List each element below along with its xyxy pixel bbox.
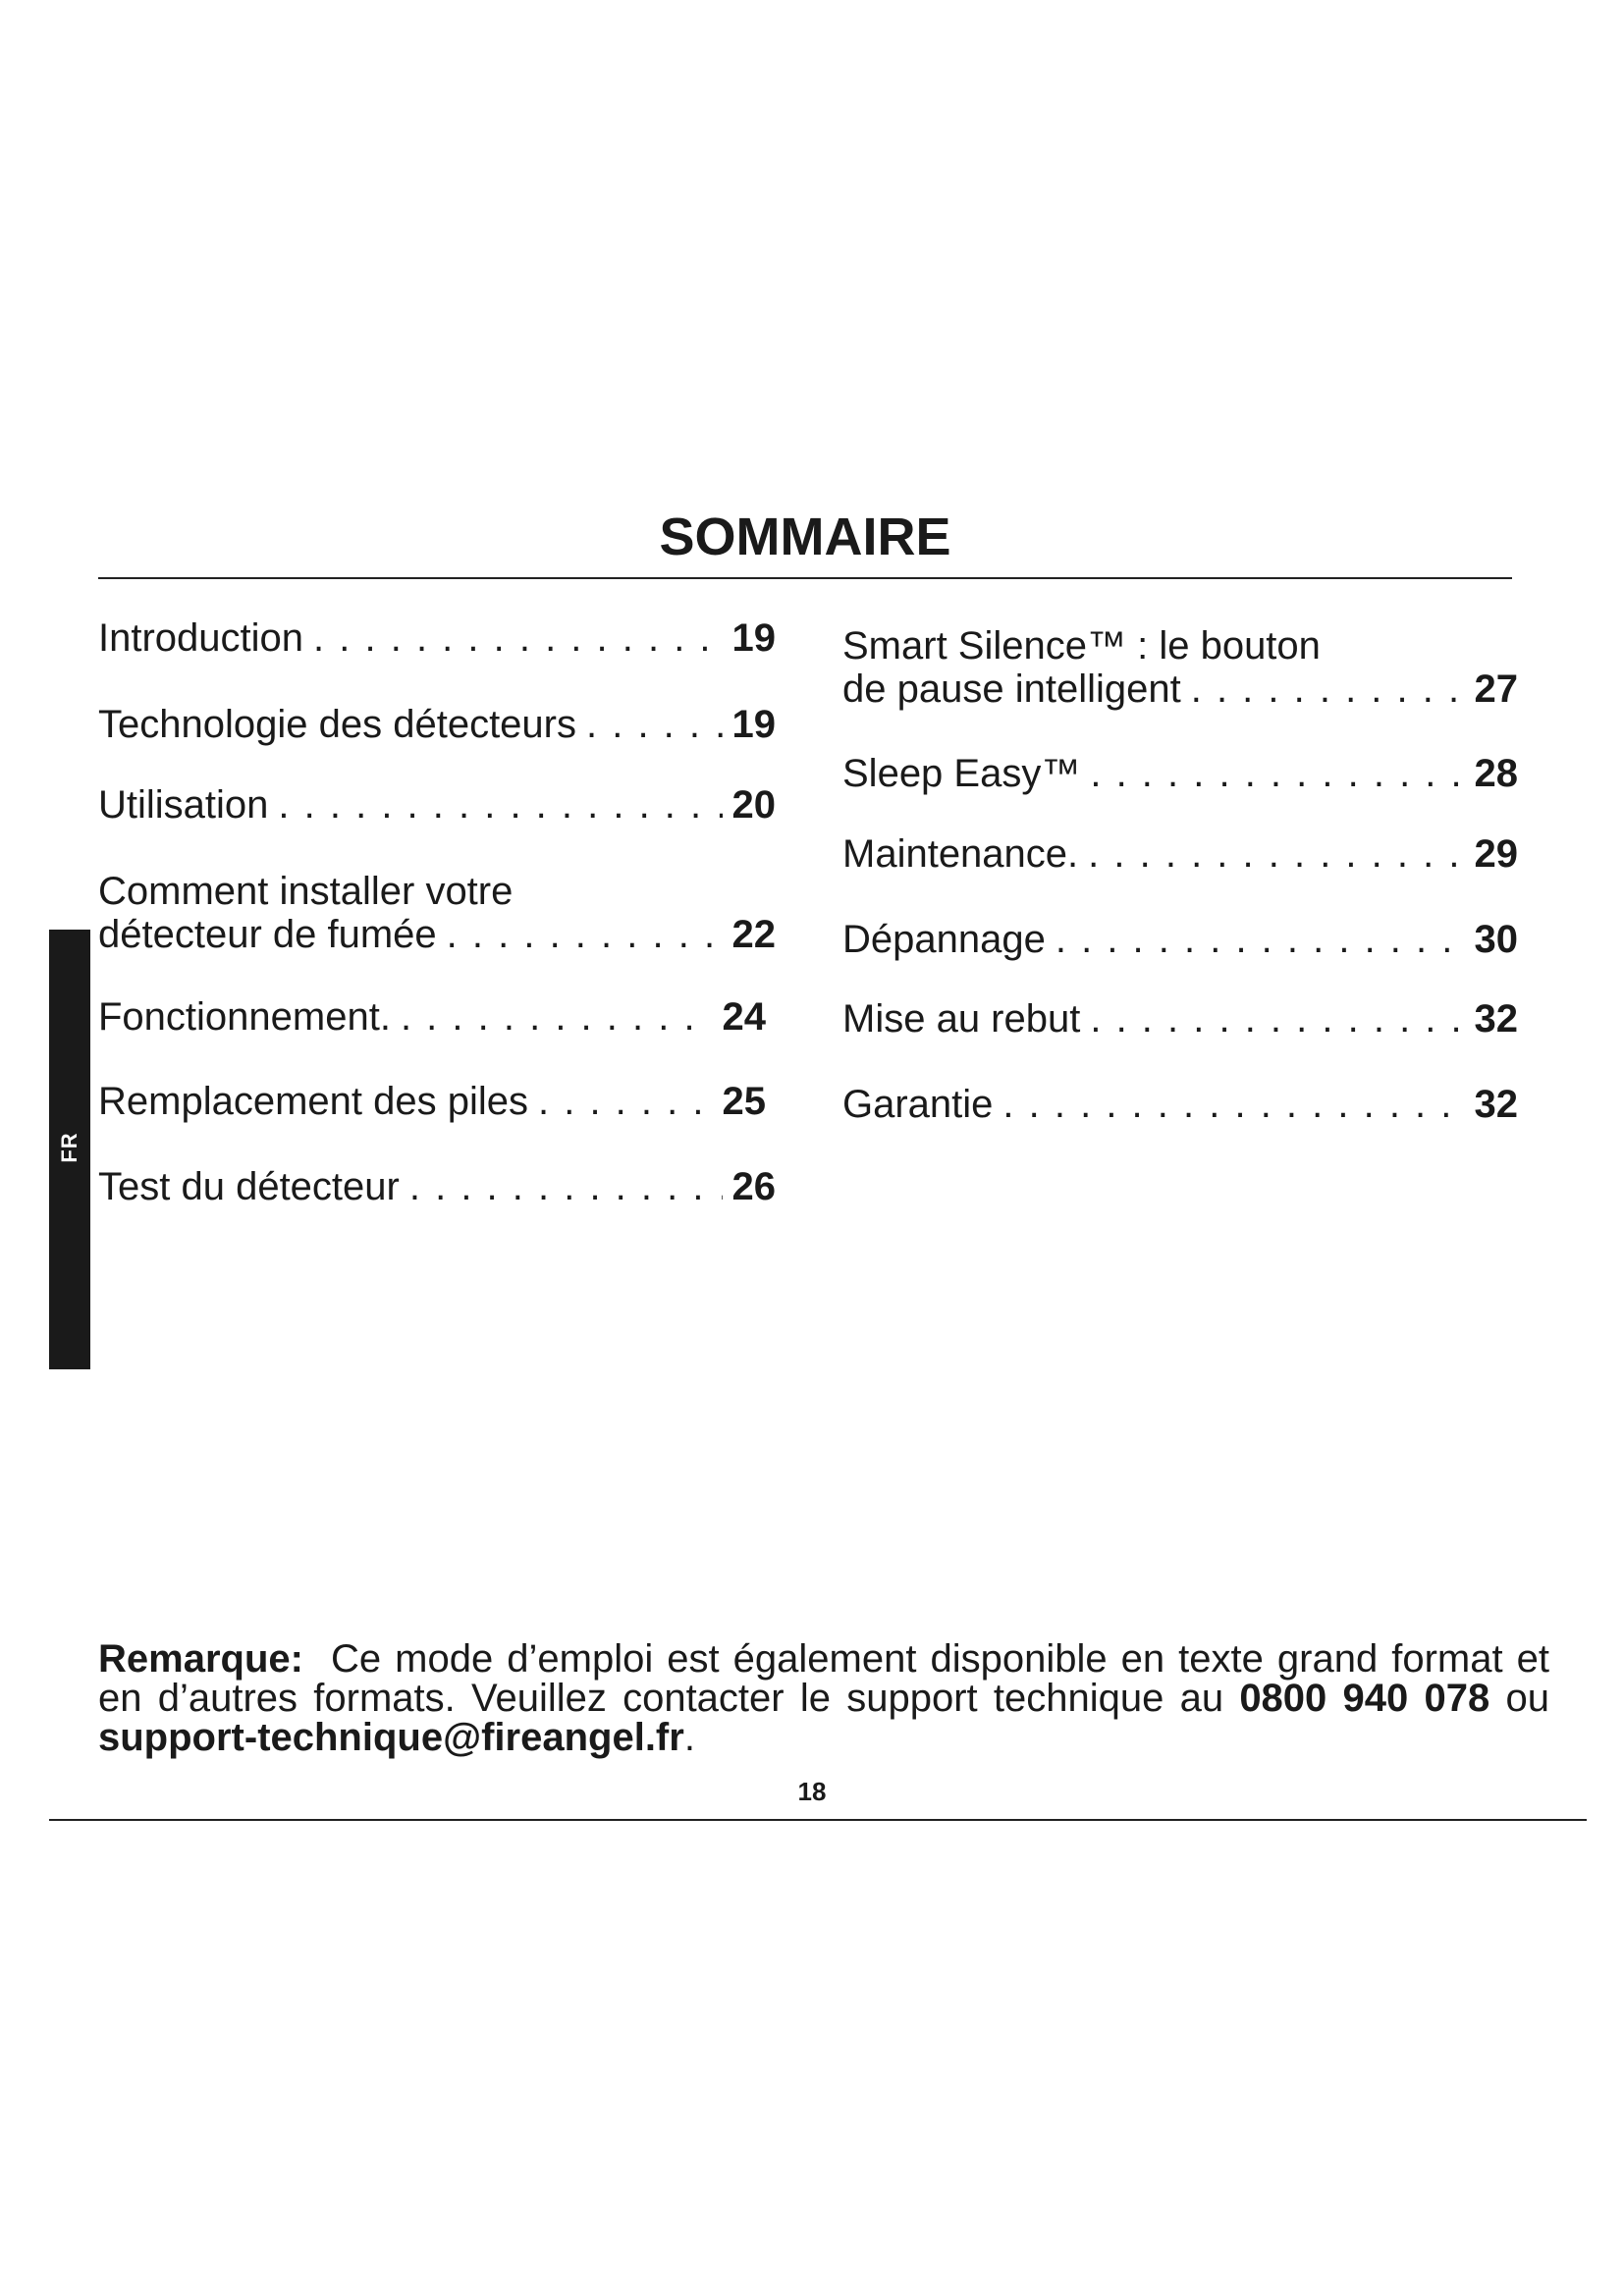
footer-divider xyxy=(49,1819,1587,1821)
toc-label: Dépannage xyxy=(842,918,1046,961)
toc-label-line1: Smart Silence™ : le bouton xyxy=(842,624,1321,667)
toc-entry-technologie[interactable] xyxy=(98,703,776,746)
toc-label: Mise au rebut xyxy=(842,997,1081,1041)
toc-entry-smart-silence[interactable] xyxy=(842,624,1518,711)
page-number: 18 xyxy=(797,1777,827,1806)
toc-page: 32 xyxy=(1474,997,1518,1041)
toc-label: Remplacement des piles xyxy=(98,1080,528,1123)
toc-page: 28 xyxy=(1474,752,1518,795)
toc-leader xyxy=(1090,752,1464,795)
toc-label: Utilisation xyxy=(98,783,269,827)
toc-leader xyxy=(1090,997,1464,1041)
toc-page: 20 xyxy=(731,783,776,827)
toc-entry-maintenance[interactable] xyxy=(842,832,1518,876)
toc-entry-depannage[interactable] xyxy=(842,918,1518,961)
remark-paragraph xyxy=(98,1639,1549,1757)
toc-page: 32 xyxy=(1474,1083,1518,1126)
toc-page: 19 xyxy=(731,616,776,660)
remark-end: . xyxy=(683,1716,695,1759)
toc-label: Garantie xyxy=(842,1083,994,1126)
toc-label: Fonctionnement. xyxy=(98,995,391,1039)
remark-connector: ou xyxy=(1505,1677,1549,1720)
toc-page: 30 xyxy=(1474,918,1518,961)
toc-label: Sleep Easy™ xyxy=(842,752,1081,795)
toc-entry-test-detecteur[interactable] xyxy=(98,1165,776,1208)
title-divider xyxy=(98,577,1512,579)
page-title: SOMMAIRE xyxy=(659,507,951,566)
toc-leader xyxy=(409,1165,723,1208)
toc-entry-remplacement-piles[interactable] xyxy=(98,1080,766,1123)
toc-leader xyxy=(538,1080,713,1123)
toc-page: 25 xyxy=(722,1080,766,1123)
toc-entry-utilisation[interactable] xyxy=(98,783,776,827)
toc-entry-fonctionnement[interactable] xyxy=(98,995,766,1039)
toc-page: 29 xyxy=(1474,832,1518,876)
toc-label: détecteur de fumée xyxy=(98,913,437,956)
toc-leader xyxy=(447,913,723,956)
remark-text: Ce mode d’emploi est également disponible en texte grand format et en d’autres formats. Veuillez contacter le support technique au xyxy=(98,1637,1549,1720)
toc-leader xyxy=(1088,832,1464,876)
toc-leader xyxy=(313,616,722,660)
toc-label: Technologie des détecteurs xyxy=(98,703,576,746)
toc-label-line1: Comment installer votre xyxy=(98,870,514,913)
language-tab-label: FR xyxy=(57,1132,81,1163)
toc-page: 26 xyxy=(731,1165,776,1208)
toc-label: Maintenance. xyxy=(842,832,1079,876)
toc-leader xyxy=(1056,918,1465,961)
toc-page: 24 xyxy=(722,995,766,1039)
toc-leader xyxy=(586,703,723,746)
support-phone[interactable]: 0800 940 078 xyxy=(1239,1677,1490,1720)
support-email-link[interactable]: support-technique@fireangel.fr xyxy=(98,1716,684,1759)
toc-leader xyxy=(1191,667,1465,711)
language-tab xyxy=(49,930,90,1369)
toc-entry-mise-au-rebut[interactable] xyxy=(842,997,1518,1041)
toc-entry-sleep-easy[interactable] xyxy=(842,752,1518,795)
toc-page: 22 xyxy=(731,913,776,956)
toc-entry-introduction[interactable] xyxy=(98,616,776,660)
remark-label: Remarque: xyxy=(98,1637,303,1681)
toc-leader xyxy=(278,783,722,827)
toc-label: Introduction xyxy=(98,616,304,660)
toc-page: 27 xyxy=(1474,667,1518,711)
toc-label: de pause intelligent xyxy=(842,667,1181,711)
toc-leader xyxy=(1002,1083,1464,1126)
toc-leader xyxy=(401,995,713,1039)
toc-label: Test du détecteur xyxy=(98,1165,400,1208)
toc-entry-garantie[interactable] xyxy=(842,1083,1518,1126)
toc-page: 19 xyxy=(731,703,776,746)
toc-entry-installation[interactable] xyxy=(98,870,776,956)
